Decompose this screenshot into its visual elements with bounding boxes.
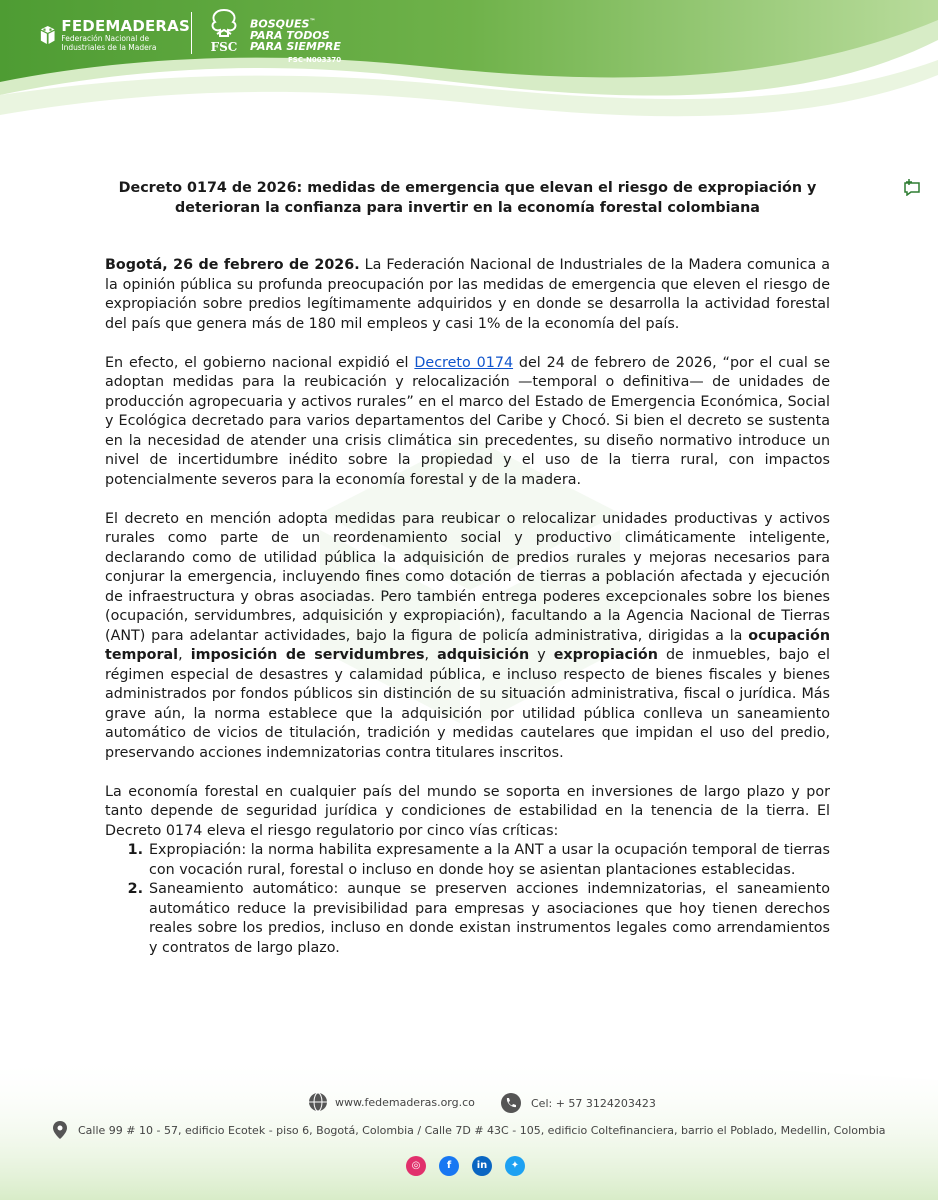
linkedin-icon[interactable]: in — [472, 1156, 492, 1176]
fsc-label: FSC — [210, 40, 238, 54]
globe-icon — [308, 1092, 328, 1112]
paragraph-2 — [105, 354, 830, 491]
dateline: Bogotá, 26 de febrero de 2026. — [105, 257, 360, 273]
brand-subtitle-line2: Industriales de la Madera — [61, 42, 157, 52]
add-comment-icon[interactable] — [902, 178, 922, 196]
footer-phone — [500, 1092, 656, 1114]
location-pin-icon — [52, 1120, 68, 1140]
paragraph-2-after: del 24 de febrero de 2026, “por el cual se adoptan medidas para la reubicación y relocalización —temporal o definitiva— de unidades de producción agropecuaria y activos rurales” en el marco del Estado de Emergencia Económica, Social y Ecológica decretado para varios departamentos del Caribe y Chocó. Si bien el decreto se sustenta en la necesidad de atender una crisis climática sin precedentes, su diseño normativo introduce un nivel de incertidumbre inédito sobre la propiedad y el uso de la tierra rural, con impactos potencialmente severos para la economía forestal y de la madera. — [105, 354, 830, 488]
list-item: 2. Saneamiento automático: aunque se preserven acciones indemnizatorias, el saneamiento automático reduce la previsibilidad para empresas y asociaciones que hoy tienen derechos reales sobre los predios, incluso en donde existan instrumentos legales como arrendamientos y contratos de largo plazo. — [148, 880, 830, 958]
title-line1: Decreto 0174 de 2026: medidas de emergencia que elevan el riesgo de expropiación y — [118, 180, 817, 196]
footer-website — [308, 1092, 475, 1112]
fsc-slogan — [250, 16, 341, 52]
twitter-icon[interactable]: ✦ — [505, 1156, 525, 1176]
fedemaderas-cube-icon — [40, 12, 55, 58]
paragraph-4: La economía forestal en cualquier país del mundo se soporta en inversiones de largo plazo y por tanto depende de seguridad jurídica y condiciones de estabilidad en la tenencia de la tierra. El Decreto 0174 eleva el riesgo regulatorio por cinco vías críticas: — [105, 783, 830, 839]
bold-ocupacion: ocupación temporal — [105, 627, 830, 663]
brand-name: FEDEMADERAS — [61, 16, 190, 35]
document-body — [105, 256, 830, 958]
paragraph-3-a: El decreto en mención adopta medidas para reubicar o relocalizar unidades productivas y activos rurales como parte de un reordenamiento social y productivo climáticamente inteligente, declarando como de utilidad pública la adquisición de predios rurales y mejoras necesarios para conjurar la emergencia, incluyendo fines como dotación de tierras a población afectada y ejecución de infraestructura y obras asociadas. Pero también entrega poderes excepcionales sobre los bienes (ocupación, servidumbres, adquisición y expropiación), facultando a la Agencia Nacional de Tierras (ANT) para adelantar actividades, bajo la figura de policía administrativa, dirigidas a la — [105, 510, 830, 644]
slogan-trademark: ™ — [309, 18, 316, 25]
decreto-link[interactable]: Decreto 0174 — [414, 354, 514, 371]
document-title — [105, 178, 830, 218]
paragraph-2-before: En efecto, el gobierno nacional expidió el — [105, 354, 415, 371]
brand-subtitle-line1: Federación Nacional de — [61, 33, 150, 43]
fedemaderas-logo — [40, 10, 190, 60]
critical-risks-list — [105, 841, 830, 958]
bold-adquisicion: adquisición — [437, 647, 530, 663]
slogan-line3: PARA SIEMPRE — [250, 39, 341, 53]
facebook-icon[interactable]: f — [439, 1156, 459, 1176]
sep-1: , — [178, 647, 191, 663]
phone-text: Cel: + 57 3124203423 — [531, 1096, 656, 1110]
bold-expropiacion: expropiación — [553, 647, 658, 663]
address-text: Calle 99 # 10 - 57, edificio Ecotek - piso 6, Bogotá, Colombia / Calle 7D # 43C - 105, edificio Coltefinanciera, barrio el Poblado, Medellin, Colombia — [78, 1123, 886, 1137]
paragraph-3-c: de inmuebles, bajo el régimen especial de desastres y calamidad pública, e incluso respecto de bienes fiscales y bienes administrados por fondos públicos sin distinción de su situación administrativa, fiscal o jurídica. Más grave aún, la norma establece que la adquisición por utilidad pública conlleva un saneamiento automático de vicios de titulación, tradición y medidas cautelares que impidan el uso del predio, preservando acciones indemnizatorias contra titulares inscritos. — [105, 647, 830, 761]
phone-icon — [500, 1092, 522, 1114]
fsc-code: FSC-N003370 — [288, 56, 342, 64]
fsc-tree-icon — [207, 8, 241, 38]
instagram-icon[interactable]: ◎ — [406, 1156, 426, 1176]
paragraph-1 — [105, 256, 830, 334]
sep-3: y — [529, 647, 554, 663]
paragraph-1-text: La Federación Nacional de Industriales de la Madera comunica a la opinión pública su profunda preocupación por las medidas de emergencia que eleven el riesgo de expropiación sobre predios legítimamente adquiridos y en donde se desarrolla la actividad forestal del país que genera más de 180 mil empleos y casi 1% de la economía del país. — [105, 257, 830, 332]
website-text[interactable]: www.fedemaderas.org.co — [335, 1095, 475, 1109]
social-icons — [406, 1156, 525, 1176]
list-item: 1. Expropiación: la norma habilita expresamente a la ANT a usar la ocupación temporal de tierras con vocación rural, forestal o incluso en donde hoy se asientan plantaciones establecidas. — [148, 841, 830, 880]
logo-divider — [191, 12, 192, 54]
paragraph-3 — [105, 510, 830, 764]
slogan-line2: PARA TODOS — [250, 28, 330, 42]
footer-address — [52, 1120, 886, 1140]
sep-2: , — [424, 647, 438, 663]
bold-servidumbres: imposición de servidumbres — [190, 647, 425, 663]
fsc-logo — [202, 8, 246, 56]
slogan-line1: BOSQUES — [250, 17, 310, 31]
title-line2: deterioran la confianza para invertir en la economía forestal colombiana — [175, 200, 760, 216]
